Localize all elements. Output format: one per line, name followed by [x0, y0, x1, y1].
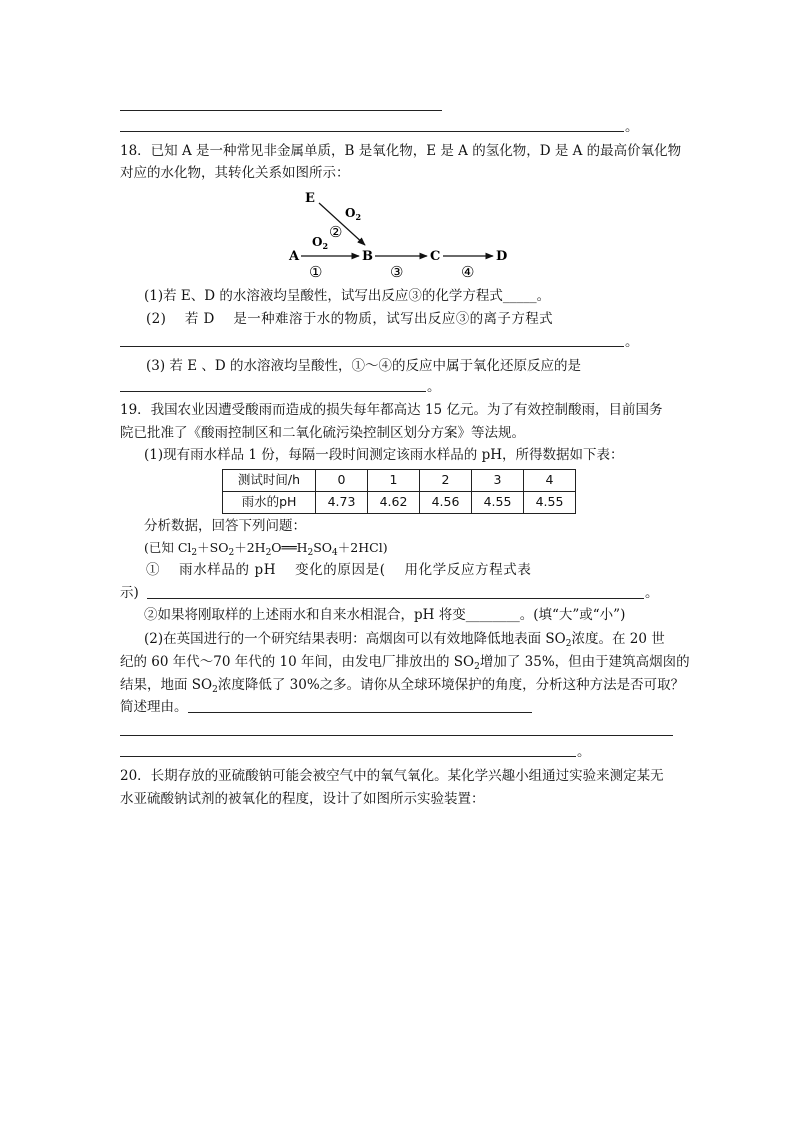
q18-part2: (2) 若 D 是一种难溶于水的物质，试写出反应③的离子方程式	[146, 311, 554, 327]
q19-part2-line3: 结果，地面 $SO_2$浓度降低了 30%之多。请你从全球环境保护的角度，分析这种方法是否可取？	[120, 677, 685, 695]
q20-line1: 20．长期存放的亚硫酸钠可能会被空气中的氧气氧化。某化学兴趣小组通过实验来测定某无	[120, 768, 664, 784]
label-o2-lower: $O_2$	[312, 235, 329, 251]
q19-part2-line2: 纪的 60 年代～70 年代的 10 年间，由发电厂排放出的 $SO_2$增加了 35%，但由于建筑高烟囱的	[120, 654, 690, 672]
answer-line[interactable]	[120, 391, 426, 392]
step-4: ④	[461, 263, 475, 281]
table-row	[223, 492, 576, 514]
node-d: D	[496, 249, 508, 264]
table-header-cell: 测试时间/h	[223, 470, 316, 492]
q18-part3: (3) 若 E 、D 的水溶液均呈酸性，①～④的反应中属于氧化还原反应的是	[146, 358, 581, 374]
q18-intro-line2: 对应的水化物，其转化关系如图所示：	[120, 165, 350, 181]
q19-intro-line2: 院已批准了《酸雨控制区和二氧化硫污染控制区划分方案》等法规。	[120, 425, 525, 441]
table-cell: 4.55	[472, 492, 524, 514]
period-mark: 。	[645, 585, 659, 601]
table-cell: 4.56	[420, 492, 472, 514]
step-1: ①	[309, 263, 323, 281]
q19-part1-question-b: ②如果将刚取样的上述雨水和自来水相混合，pH 将变________。(填“大”或“小”)	[144, 607, 626, 623]
period-mark: 。	[577, 744, 591, 760]
q20-line2: 水亚硫酸钠试剂的被氧化的程度，设计了如图所示实验装置：	[120, 791, 485, 807]
table-cell: 2	[420, 470, 472, 492]
ph-table	[222, 469, 576, 514]
answer-line[interactable]	[188, 712, 532, 713]
step-3: ③	[390, 263, 404, 281]
node-a: A	[289, 249, 300, 264]
answer-line[interactable]	[120, 110, 442, 111]
q18-part1: (1)若 E、D 的水溶液均呈酸性，试写出反应③的化学方程式_____。	[144, 288, 551, 304]
table-cell: 0	[316, 470, 368, 492]
q19-analysis-prompt: 分析数据，回答下列问题：	[144, 518, 306, 534]
node-b: B	[362, 249, 373, 264]
q19-part2-line1: (2)在英国进行的一个研究结果表明：高烟囱可以有效地降低地表面 $SO_2$浓度。在 20 世	[144, 631, 665, 649]
table-cell: 3	[472, 470, 524, 492]
table-cell: 4.55	[524, 492, 576, 514]
period-mark: 。	[625, 119, 639, 135]
reaction-scheme	[283, 186, 523, 282]
q19-part1-question-a: ① 雨水样品的 pH 变化的原因是( 用化学反应方程式表	[146, 562, 532, 578]
table-cell: 1	[368, 470, 420, 492]
q19-intro-line1: 19．我国农业因遭受酸雨而造成的损失每年都高达 15 亿元。为了有效控制酸雨，目前国务	[120, 402, 663, 418]
answer-line[interactable]	[120, 735, 673, 736]
table-row	[223, 470, 576, 492]
node-e: E	[305, 191, 315, 206]
node-c: C	[430, 249, 441, 264]
table-header-cell: 雨水的pH	[223, 492, 316, 514]
period-mark: 。	[427, 379, 441, 395]
period-mark: 。	[625, 334, 639, 350]
q18-intro-line1: 18．已知 A 是一种常见非金属单质，B 是氧化物，E 是 A 的氢化物，D 是 A 的最高价氧化物	[120, 143, 682, 159]
answer-line[interactable]	[120, 131, 624, 132]
table-cell: 4.62	[368, 492, 420, 514]
table-cell: 4	[524, 470, 576, 492]
step-2: ②	[329, 223, 343, 241]
q19-part1-question-a-cont: 示)	[120, 585, 139, 601]
q19-part1: (1)现有雨水样品 1 份，每隔一段时间测定该雨水样品的 pH，所得数据如下表：	[144, 447, 624, 463]
table-cell: 4.73	[316, 492, 368, 514]
answer-line[interactable]	[147, 598, 644, 599]
q19-part2-line4: 简述理由。	[120, 699, 188, 715]
q19-known-equation: (已知 $Cl_2+SO_2+2H_2O══H_2SO_4+2HCl$)	[144, 540, 388, 558]
label-o2-upper: $O_2$	[345, 206, 362, 222]
answer-line[interactable]	[120, 346, 624, 347]
answer-line[interactable]	[120, 756, 576, 757]
